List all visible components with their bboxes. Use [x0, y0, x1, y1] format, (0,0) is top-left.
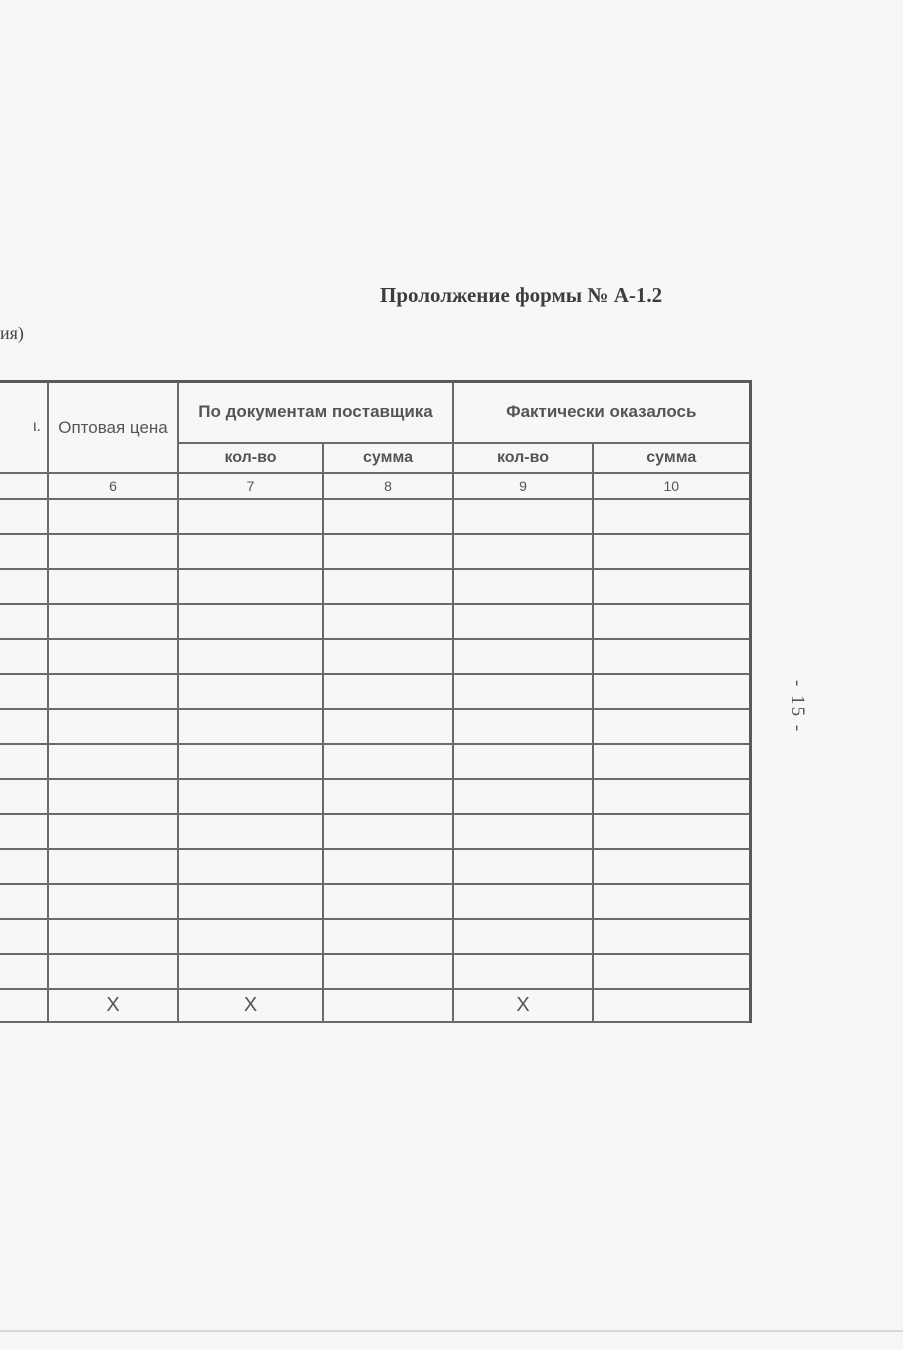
table-cell	[323, 569, 453, 604]
header-stub: ι.	[0, 382, 48, 473]
header-by-supplier-docs: По документам поставщика	[178, 382, 453, 443]
table-cell	[453, 779, 593, 814]
header-actually-found: Фактически оказалось	[453, 382, 750, 443]
table-cell	[48, 919, 178, 954]
table-cell	[0, 534, 48, 569]
table-cell	[593, 954, 750, 989]
table-cell	[453, 639, 593, 674]
column-number-8: 8	[323, 473, 453, 499]
total-cross-actual-qty: X	[453, 989, 593, 1022]
header-actual-qty: кол-во	[453, 443, 593, 473]
table-row	[0, 569, 750, 604]
table-cell	[323, 534, 453, 569]
table-cell	[323, 954, 453, 989]
table-cell	[593, 849, 750, 884]
total-actual-sum	[593, 989, 750, 1022]
table-cell	[593, 744, 750, 779]
table-cell	[453, 954, 593, 989]
table-cell	[178, 849, 323, 884]
table-row	[0, 499, 750, 534]
table-cell	[48, 569, 178, 604]
table-row	[0, 674, 750, 709]
table-cell	[453, 569, 593, 604]
total-row-cell	[0, 989, 48, 1022]
table-cell	[0, 919, 48, 954]
table-cell	[48, 849, 178, 884]
table-cell	[593, 814, 750, 849]
table-cell	[0, 744, 48, 779]
table-row	[0, 849, 750, 884]
table-cell	[178, 674, 323, 709]
table-cell	[453, 604, 593, 639]
table-cell	[178, 569, 323, 604]
table-cell	[323, 709, 453, 744]
table-cell	[323, 919, 453, 954]
table-cell	[0, 674, 48, 709]
table-cell	[0, 779, 48, 814]
table-cell	[323, 779, 453, 814]
table-cell	[453, 744, 593, 779]
table-cell	[48, 534, 178, 569]
column-number-row	[0, 473, 750, 499]
table-cell	[323, 849, 453, 884]
table-row	[0, 954, 750, 989]
table-cell	[178, 954, 323, 989]
table-cell	[593, 709, 750, 744]
table-cell	[48, 954, 178, 989]
table-cell	[48, 604, 178, 639]
table-cell	[178, 499, 323, 534]
table-cell	[593, 919, 750, 954]
table-cell	[453, 849, 593, 884]
table-cell	[48, 674, 178, 709]
table-cell	[323, 499, 453, 534]
table-row	[0, 709, 750, 744]
table-cell	[48, 814, 178, 849]
table-cell	[0, 814, 48, 849]
table-cell	[453, 919, 593, 954]
column-number-9: 9	[453, 473, 593, 499]
column-number-10: 10	[593, 473, 750, 499]
table-cell	[453, 499, 593, 534]
total-cross-price: X	[48, 989, 178, 1022]
cut-off-text: ия)	[0, 323, 24, 343]
table-cell	[453, 709, 593, 744]
table-cell	[0, 639, 48, 674]
table-cell	[453, 674, 593, 709]
table-cell	[0, 569, 48, 604]
table-cell	[178, 814, 323, 849]
table-cell	[323, 604, 453, 639]
table-cell	[48, 884, 178, 919]
table-row	[0, 814, 750, 849]
form-continuation-title: Прололжение формы № А-1.2	[380, 283, 663, 307]
table-cell	[178, 709, 323, 744]
table-cell	[0, 954, 48, 989]
table-cell	[0, 604, 48, 639]
total-cross-supplier-qty: X	[178, 989, 323, 1022]
table-cell	[178, 919, 323, 954]
table-cell	[593, 569, 750, 604]
table-cell	[0, 884, 48, 919]
table-cell	[323, 884, 453, 919]
table-cell	[178, 534, 323, 569]
header-wholesale-price: Оптовая цена	[48, 382, 178, 473]
table-cell	[593, 534, 750, 569]
table-cell	[48, 499, 178, 534]
table-row	[0, 884, 750, 919]
table-cell	[593, 604, 750, 639]
table-cell	[323, 639, 453, 674]
table-cell	[453, 534, 593, 569]
header-supplier-qty: кол-во	[178, 443, 323, 473]
table-cell	[593, 884, 750, 919]
column-number-7: 7	[178, 473, 323, 499]
table-row	[0, 779, 750, 814]
table-cell	[593, 779, 750, 814]
header-supplier-sum: сумма	[323, 443, 453, 473]
table-cell	[0, 849, 48, 884]
table-cell	[593, 639, 750, 674]
table-row	[0, 534, 750, 569]
table-cell	[48, 779, 178, 814]
table-cell	[323, 814, 453, 849]
table-cell	[593, 674, 750, 709]
total-supplier-sum	[323, 989, 453, 1022]
blank-entry-rows	[0, 499, 750, 989]
table-cell	[48, 744, 178, 779]
table-row	[0, 604, 750, 639]
column-number-cell	[0, 473, 48, 499]
inventory-form-table	[0, 380, 752, 1023]
column-number-6: 6	[48, 473, 178, 499]
page-number: - 15 -	[787, 680, 808, 734]
table-cell	[178, 744, 323, 779]
table-cell	[593, 499, 750, 534]
table-row	[0, 639, 750, 674]
table-cell	[178, 639, 323, 674]
table-cell	[453, 814, 593, 849]
table-cell	[323, 744, 453, 779]
table-cell	[178, 604, 323, 639]
table-row	[0, 919, 750, 954]
total-row	[0, 989, 750, 1022]
table-cell	[48, 709, 178, 744]
table-row	[0, 744, 750, 779]
table-cell	[453, 884, 593, 919]
header-actual-sum: сумма	[593, 443, 750, 473]
table-cell	[0, 499, 48, 534]
table-cell	[178, 779, 323, 814]
table-cell	[48, 639, 178, 674]
table-cell	[178, 884, 323, 919]
table-cell	[0, 709, 48, 744]
table-cell	[323, 674, 453, 709]
page-bottom-rule	[0, 1330, 903, 1332]
